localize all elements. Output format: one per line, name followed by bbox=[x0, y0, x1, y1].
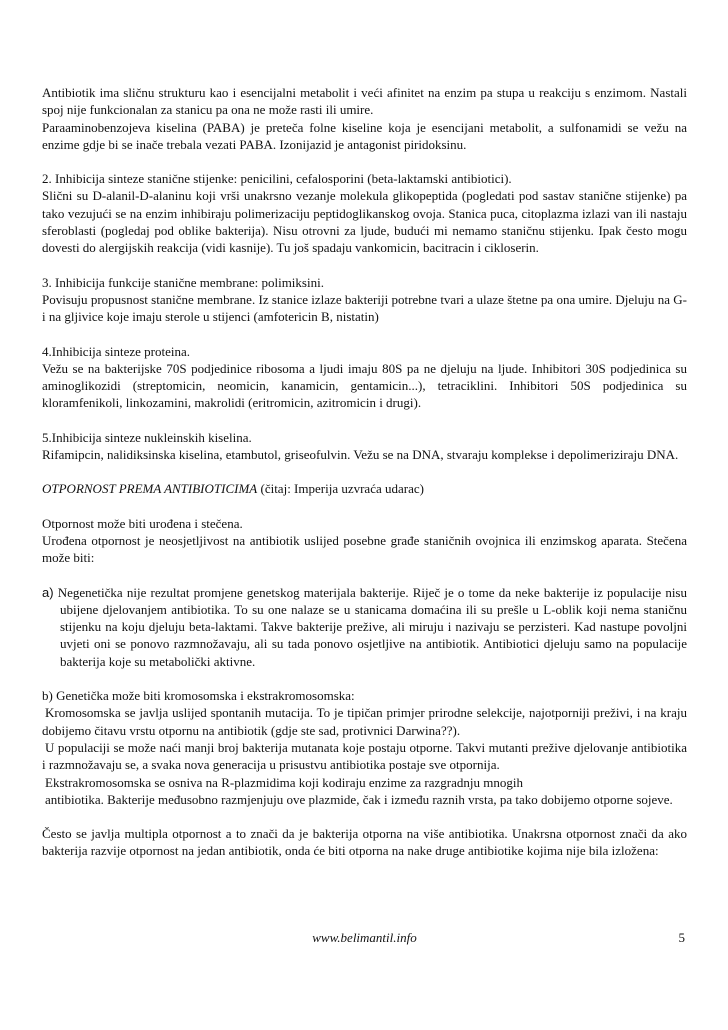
paragraph-resistance-types: Otpornost može biti urođena i stečena. bbox=[42, 515, 243, 531]
paragraph-protein: Vežu se na bakterijske 70S podjedinice ribosoma a ljudi imaju 80S pa ne djeluju na ljude. Inhibitori 30S podjedinica su aminoglikozidi (streptomicin, neomicin, kanamicin, gentamicin...), tetraciklini. Inhibitori 50S podjedinica su kloramfenikoli, linkozamini, makrolidi (eritromicin, azitromicin i drugi). bbox=[42, 360, 687, 411]
list-text-a: Negenetička nije rezultat promjene genetskog materijala bakterije. Riječ je o tome da neke bakterije iz populacije nisu ubijene djelovanjem antibiotika. To su one nalaze se u stanicama domaćina ili su prešle u L-oblik koji nema staničnu stijenku na koju djeluju beta-laktami. Takve bakterije prežive, ali miruju i nazivaju se perzisteri. Kad nastupe povoljni uvjeti oni se ponovo razmnožavaju, ali su tada ponovo osjetljive na antibiotik. Antibiotici djeluju samo na populacije bakterija koje su metabolički aktivne. bbox=[53, 584, 687, 669]
heading-cell-wall: 2. Inhibicija sinteze stanične stijenke: penicilini, cefalosporini (beta-laktamski antibiotici). bbox=[42, 171, 512, 187]
heading-resistance bbox=[42, 480, 687, 497]
heading-resistance-subtitle: (čitaj: Imperija uzvraća udarac) bbox=[257, 481, 424, 497]
paragraph-membrane: Povisuju propusnost stanične membrane. Iz stanice izlaze bakteriji potrebne tvari a ulaze štetne pa ona umire. Djeluju na G- i na gljivice koje imaju sterole u stijenci (amfotericin B, nistatin) bbox=[42, 291, 687, 325]
footer-website: www.belimantil.info bbox=[312, 930, 417, 945]
paragraph-antagonism: Antibiotik ima sličnu strukturu kao i esencijalni metabolit i veći afinitet na enzim pa stupa u reakciju s enzimom. Nastali spoj nije funkcionalan za stanicu pa ona ne može rasti ili umire. bbox=[42, 85, 687, 118]
page-number: 5 bbox=[678, 930, 685, 945]
paragraph-nucleic: Rifamipcin, nalidiksinska kiselina, etambutol, griseofulvin. Vežu se na DNA, stvaraju komplekse i depolimeriziraju DNA. bbox=[42, 447, 679, 463]
paragraph-extrachromosomal: Ekstrakromosomska se osniva na R-plazmidima koji kodiraju enzime za razgradnju mnogih bbox=[45, 774, 523, 790]
document-body bbox=[42, 84, 687, 860]
paragraph-chromosomal: Kromosomska se javlja uslijed spontanih mutacija. To je tipičan primjer prirodne selekcije, najotporniji preživi, i na kraju dobijemo čitavu vrstu otpornu na antibiotik (gdje ste sad, protivnici Darwina??). bbox=[42, 705, 687, 738]
paragraph-plasmids: antibiotika. Bakterije međusobno razmjenjuju ove plazmide, čak i između raznih vrsta, pa tako dobijemo otporne sojeve. bbox=[45, 791, 673, 807]
paragraph-innate: Urođena otpornost je neosjetljivost na antibiotik uslijed posebne građe staničnih ovojnica ili enzimskog aparata. Stečena može biti: bbox=[42, 532, 687, 566]
heading-resistance-title: OTPORNOST PREMA ANTIBIOTICIMA bbox=[42, 481, 258, 497]
paragraph-mutants: U populaciji se može naći manji broj bakterija mutanata koje postaju otporne. Takvi mutanti prežive djelovanje antibiotika i razmnožavaju se, a svaka nova generacija u prisustvu antibiotika postaje sve otpornija. bbox=[42, 739, 687, 773]
paragraph-multiple-resistance: Često se javlja multipla otpornost a to znači da je bakterija otporna na više antibiotika. Unakrsna otpornost znači da ako bakterija razvije otpornost na jedan antibiotik, onda će biti otporna na nake druge antibiotike kojima nije bila izložena: bbox=[42, 826, 687, 859]
paragraph-cell-wall: Slični su D-alanil-D-alaninu koji vrši unakrsno vezanje molekula glikopeptida (pogledati pod sastav stanične stijenke) pa tako vezujući se na enzim inhibiraju polimerizaciju peptidoglikanskog ovoja. Stanica puca, citoplazma izlazi van ili nastaju sferoblasti (pogledaj pod oblike bakterija). Nisu otrovni za ljude, budući mi nemamo staničnu stijenku. Ipak često mogu dovesti do alergijskih reakcija (vidi kasnije). Tu još spadaju vankomicin, bacitracin i cikloserin. bbox=[42, 188, 687, 256]
heading-protein: 4.Inhibicija sinteze proteina. bbox=[42, 343, 191, 359]
heading-membrane: 3. Inhibicija funkcije stanične membrane: polimiksini. bbox=[42, 274, 324, 290]
list-item-b: b) Genetička može biti kromosomska i ekstrakromosomska: bbox=[42, 688, 355, 704]
page-footer bbox=[42, 930, 687, 948]
paragraph-paba: Paraaminobenzojeva kiselina (PABA) je preteča folne kiseline koja je esencijani metabolit, a sulfonamidi se vežu na enzime gdje bi se inače trebala vezati PABA. Izonijazid je antagonist piridoksinu. bbox=[42, 119, 687, 152]
list-item-a bbox=[42, 584, 687, 670]
list-marker-a: a) bbox=[42, 584, 54, 600]
heading-nucleic: 5.Inhibicija sinteze nukleinskih kiselina. bbox=[42, 429, 252, 445]
